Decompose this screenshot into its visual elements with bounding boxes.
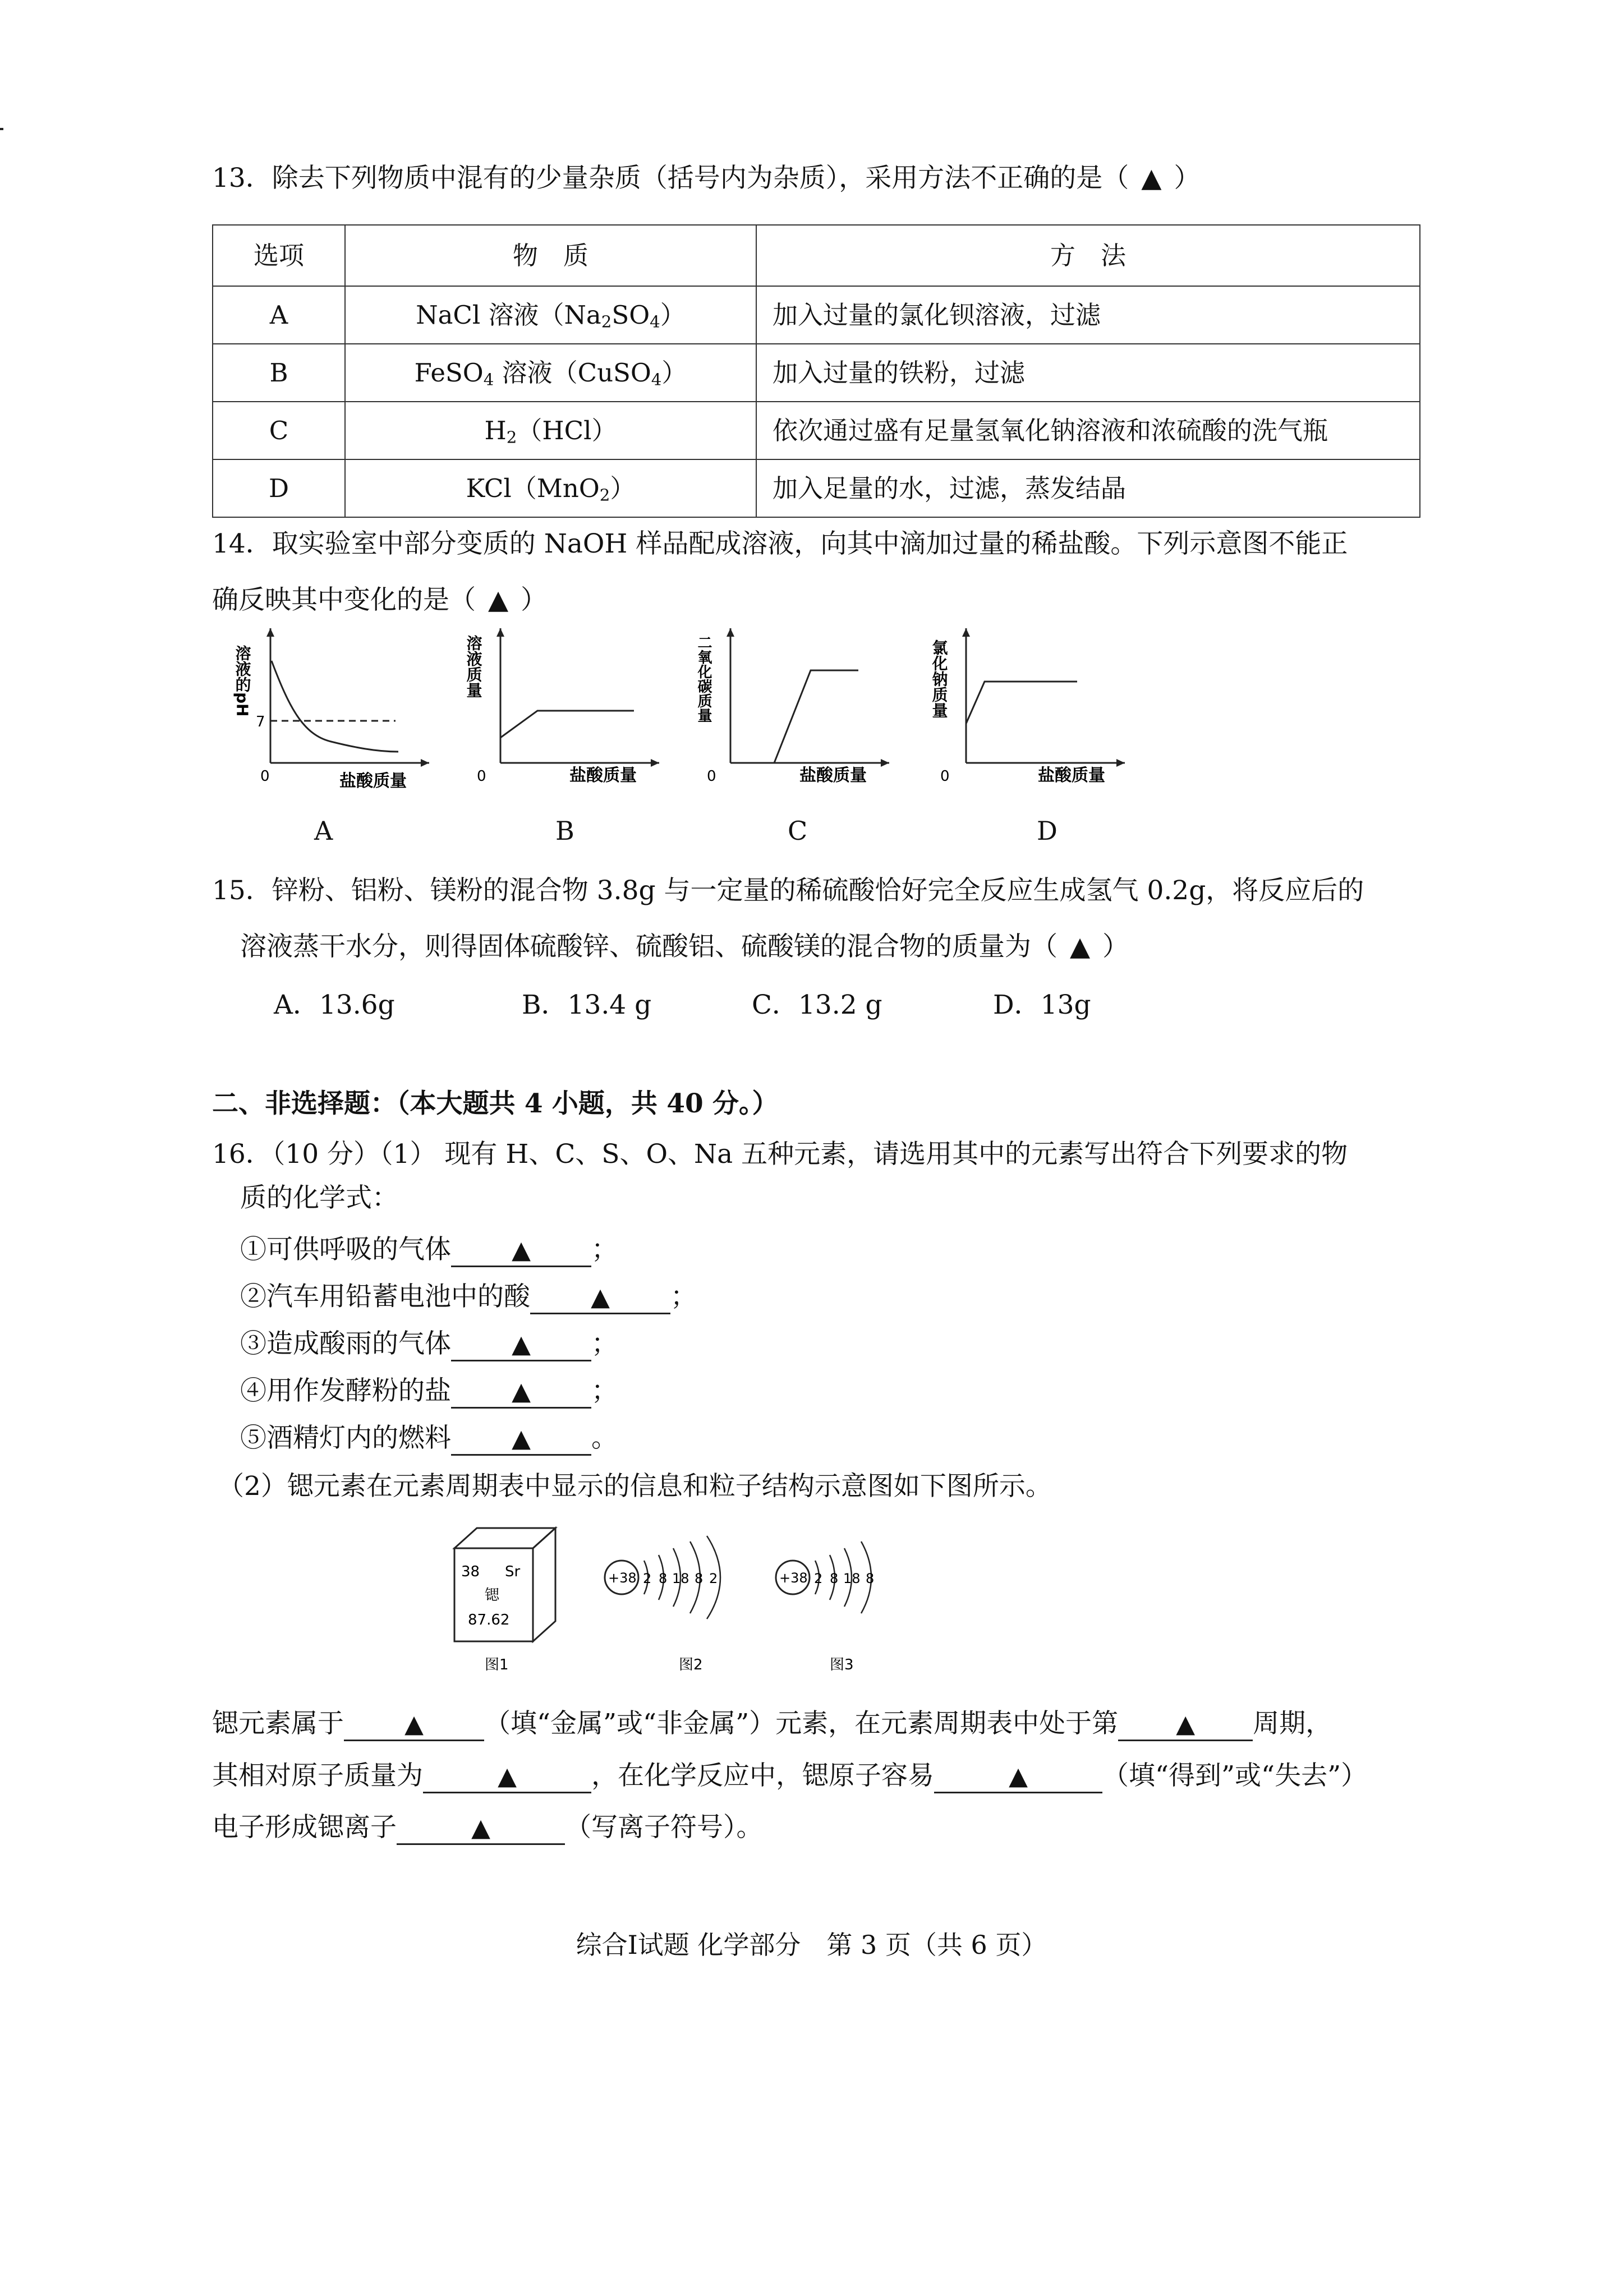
- fill-text: （填“得到”或“失去”）: [1102, 1760, 1368, 1791]
- answer-mark: ▲: [1176, 1710, 1196, 1738]
- shell-electrons: 8: [695, 1571, 704, 1586]
- substance-part: ）: [660, 300, 686, 330]
- graph-d: [931, 623, 1133, 802]
- figure-3-ion-structure: [771, 1526, 912, 1677]
- q15-option-c: C．13.2 g: [752, 990, 882, 1020]
- substance-part: ）: [610, 473, 636, 503]
- y-axis-label: 溶液质量: [464, 635, 483, 698]
- q13-stem-end: ）: [1174, 163, 1201, 194]
- answer-blank[interactable]: [397, 1812, 565, 1845]
- answer-mark: ▲: [512, 1236, 531, 1264]
- header-method: 方 法: [756, 225, 1420, 286]
- item-end: ；: [591, 1375, 618, 1406]
- answer-mark: ▲: [512, 1330, 531, 1359]
- answer-blank[interactable]: [344, 1708, 484, 1741]
- nucleus-charge: +38: [608, 1570, 637, 1586]
- shell-electrons: 18: [843, 1571, 861, 1586]
- q15-line2: [240, 931, 1129, 963]
- table-row: [213, 459, 1420, 517]
- figure-1-periodic-cell: [443, 1526, 578, 1677]
- q14-line2: [212, 585, 547, 616]
- row-substance: [345, 402, 756, 459]
- y-axis-label: 氯化钠质量: [930, 639, 949, 718]
- q16-fill-line-3: [212, 1812, 763, 1845]
- table-row: [213, 402, 1420, 459]
- shell-electrons: 2: [709, 1571, 718, 1586]
- item-text: ②汽车用铅蓄电池中的酸: [240, 1281, 530, 1312]
- x-axis-label: 盐酸质量: [339, 771, 407, 791]
- answer-mark: ▲: [498, 1762, 517, 1791]
- fill-text: 周期，: [1253, 1708, 1332, 1739]
- atomic-mass: 87.62: [468, 1612, 510, 1628]
- q16-item-2: [240, 1281, 697, 1314]
- row-option: C: [213, 402, 345, 459]
- graph-a-label: A: [314, 816, 333, 846]
- ref-tick-label: 7: [256, 714, 265, 730]
- graph-c: [696, 623, 898, 802]
- row-option: D: [213, 459, 345, 517]
- substance-part: NaCl 溶液（Na: [416, 300, 601, 330]
- q16-item-3: [240, 1328, 618, 1361]
- shell-electrons: 18: [672, 1571, 689, 1586]
- substance-part: H: [484, 415, 507, 445]
- q14-line1: 14．取实验室中部分变质的 NaOH 样品配成溶液，向其中滴加过量的稀盐酸。下列示意图不能正: [212, 528, 1348, 559]
- answer-mark: ▲: [471, 1814, 490, 1842]
- answer-mark: ▲: [512, 1377, 531, 1406]
- row-option: A: [213, 286, 345, 344]
- row-substance: [345, 286, 756, 344]
- origin-label: 0: [940, 768, 950, 785]
- answer-mark: ▲: [1070, 931, 1091, 962]
- substance-part: SO: [612, 300, 650, 330]
- q15-option-b: B．13.4 g: [522, 990, 652, 1020]
- subscript: 2: [506, 427, 517, 447]
- fill-text: 电子形成锶离子: [212, 1812, 397, 1843]
- item-end: ；: [591, 1234, 618, 1265]
- item-end: 。: [591, 1423, 618, 1453]
- answer-blank[interactable]: [451, 1423, 591, 1456]
- answer-blank[interactable]: [530, 1281, 670, 1314]
- q16-part2: （2）锶元素在元素周期表中显示的信息和粒子结构示意图如下图所示。: [218, 1471, 1052, 1502]
- shell-electrons: 2: [814, 1571, 823, 1586]
- row-substance: [345, 459, 756, 517]
- subscript: 4: [483, 369, 494, 389]
- answer-mark: ▲: [488, 585, 509, 615]
- figure-caption: 图2: [679, 1657, 703, 1673]
- element-symbol: Sr: [505, 1563, 521, 1580]
- table-row: [213, 286, 1420, 344]
- q16-item-4: [240, 1375, 618, 1409]
- row-method: 依次通过盛有足量氢氧化钠溶液和浓硫酸的洗气瓶: [756, 402, 1420, 459]
- q16-line1: 16．（10 分）（1） 现有 H、C、S、O、Na 五种元素，请选用其中的元素写出符合下列要求的物: [212, 1139, 1348, 1170]
- subscript: 4: [651, 369, 662, 389]
- graph-b: [466, 623, 668, 802]
- answer-blank[interactable]: [451, 1234, 591, 1267]
- answer-blank[interactable]: [451, 1375, 591, 1409]
- row-option: B: [213, 344, 345, 402]
- answer-mark: ▲: [1141, 163, 1162, 194]
- page-footer: 综合Ⅰ试题 化学部分 第 3 页（共 6 页）: [576, 1930, 1047, 1960]
- substance-part: 溶液（CuSO: [494, 357, 651, 388]
- subscript: 2: [599, 485, 610, 504]
- substance-part: （HCl）: [517, 415, 617, 445]
- fill-text: （写离子符号）。: [565, 1812, 763, 1843]
- x-axis-label: 盐酸质量: [569, 766, 637, 785]
- x-axis-label: 盐酸质量: [799, 766, 867, 785]
- q14-line2-text: 确反映其中变化的是（: [212, 585, 476, 615]
- q15-line2-end: ）: [1102, 931, 1129, 962]
- origin-label: 0: [707, 768, 716, 785]
- answer-mark: ▲: [591, 1283, 610, 1312]
- q16-line2: 质的化学式：: [240, 1182, 398, 1213]
- answer-mark: ▲: [512, 1424, 531, 1453]
- graph-a: [233, 623, 438, 802]
- q13-stem-text: 13．除去下列物质中混有的少量杂质（括号内为杂质），采用方法不正确的是（: [212, 163, 1129, 194]
- answer-blank[interactable]: [423, 1760, 591, 1793]
- x-axis-label: 盐酸质量: [1038, 766, 1105, 785]
- fill-text: 其相对原子质量为: [212, 1760, 423, 1791]
- substance-part: FeSO: [414, 357, 484, 388]
- row-method: 加入足量的水，过滤，蒸发结晶: [756, 459, 1420, 517]
- q14-line2-end: ）: [521, 585, 548, 615]
- q15-line2-text: 溶液蒸干水分，则得固体硫酸锌、硫酸铝、硫酸镁的混合物的质量为（: [240, 931, 1058, 962]
- y-axis-label: 二氧化碳质量: [695, 635, 712, 723]
- graph-d-label: D: [1037, 816, 1058, 846]
- origin-label: 0: [260, 768, 270, 785]
- q16-item-5: [240, 1423, 618, 1456]
- fill-text: 锶元素属于: [212, 1708, 344, 1739]
- shell-electrons: 2: [643, 1571, 652, 1586]
- graph-b-label: B: [555, 816, 574, 846]
- fill-text: （填“金属”或“非金属”）元素，在元素周期表中处于第: [484, 1708, 1119, 1739]
- element-name: 锶: [485, 1587, 500, 1604]
- item-text: ⑤酒精灯内的燃料: [240, 1423, 451, 1453]
- nucleus-charge: +38: [779, 1570, 808, 1586]
- shell-electrons: 8: [659, 1571, 668, 1586]
- figure-caption: 图1: [485, 1657, 509, 1673]
- figure-2-atom-structure: [600, 1526, 752, 1677]
- shell-electrons: 8: [866, 1571, 875, 1586]
- q16-fill-line-1: [212, 1708, 1332, 1741]
- subscript: 2: [601, 311, 612, 331]
- item-text: ③造成酸雨的气体: [240, 1328, 451, 1359]
- q15-option-d: D．13g: [993, 990, 1091, 1020]
- row-method: 加入过量的氯化钡溶液，过滤: [756, 286, 1420, 344]
- q16-item-1: [240, 1234, 618, 1267]
- section-title: 二、非选择题：（本大题共 4 小题，共 40 分。）: [212, 1088, 779, 1119]
- table-row: [213, 344, 1420, 402]
- answer-blank[interactable]: [1118, 1708, 1253, 1741]
- q13-table: [212, 224, 1420, 518]
- row-substance: [345, 344, 756, 402]
- q13-stem: [212, 163, 1200, 194]
- q15-option-a: A．13.6g: [274, 990, 395, 1020]
- q15-line1: 15．锌粉、铝粉、镁粉的混合物 3.8g 与一定量的稀硫酸恰好完全反应生成氢气 0.2g，将反应后的: [212, 875, 1364, 906]
- q16-fill-line-2: [212, 1760, 1367, 1793]
- header-substance: 物 质: [345, 225, 756, 286]
- item-end: ；: [670, 1281, 697, 1312]
- answer-mark: ▲: [1009, 1762, 1028, 1791]
- subscript: 4: [650, 311, 660, 331]
- item-end: ；: [591, 1328, 618, 1359]
- header-option: 选项: [213, 225, 345, 286]
- y-axis-label: 溶液的pH: [233, 645, 252, 717]
- origin-label: 0: [477, 768, 486, 785]
- answer-blank[interactable]: [934, 1760, 1102, 1793]
- shell-electrons: 8: [830, 1571, 839, 1586]
- item-text: ④用作发酵粉的盐: [240, 1375, 451, 1406]
- substance-part: KCl（MnO: [466, 473, 600, 503]
- atomic-number: 38: [461, 1563, 480, 1580]
- item-text: ①可供呼吸的气体: [240, 1234, 451, 1265]
- substance-part: ）: [661, 357, 687, 388]
- row-method: 加入过量的铁粉，过滤: [756, 344, 1420, 402]
- fill-text: ，在化学反应中，锶原子容易: [591, 1760, 934, 1791]
- graph-c-label: C: [788, 816, 808, 846]
- answer-mark: ▲: [404, 1710, 424, 1738]
- answer-blank[interactable]: [451, 1328, 591, 1361]
- figure-caption: 图3: [830, 1657, 854, 1673]
- scan-mark: [0, 128, 3, 130]
- table-header-row: [213, 225, 1420, 286]
